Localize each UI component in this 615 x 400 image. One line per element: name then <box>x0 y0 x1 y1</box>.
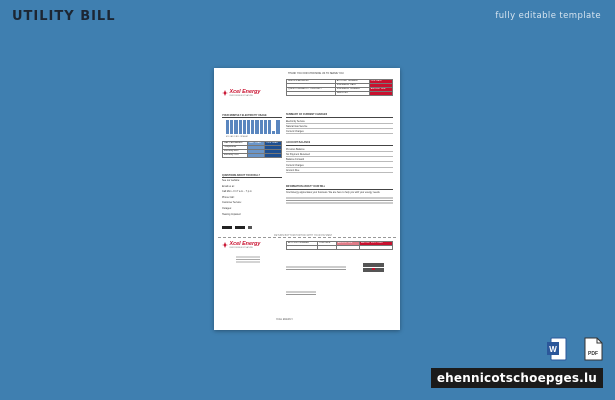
return-note: RETURN BOTTOM PORTION WITH YOUR PAYMENT <box>274 234 333 237</box>
usage-bar <box>243 120 246 134</box>
cell: SERVICE ADDRESS <box>287 80 336 84</box>
info-text: Xcel Energy appreciates your business. We are here to help you with your energy needs. <box>286 191 381 194</box>
contact-line: Outages: <box>222 206 232 210</box>
pdf-format-icon[interactable] <box>582 336 604 362</box>
site-watermark: ehennicotschoepges.lu <box>431 368 603 388</box>
contact-line: Customer Service: <box>222 201 242 205</box>
cell <box>287 92 336 96</box>
usage-bar <box>226 120 229 134</box>
page-tagline: fully editable template <box>495 11 601 21</box>
usage-bar <box>247 120 250 134</box>
cell: Electricity kWh <box>223 150 248 154</box>
cell: ACCOUNT NUMBER <box>287 242 318 246</box>
cell: ACCOUNT NUMBER <box>335 80 369 84</box>
contact-line: Hearing Impaired: <box>222 212 242 216</box>
usage-bar <box>251 120 254 134</box>
company-sub: RESPONSIBLE BY NATURE <box>229 247 253 249</box>
questions-title: QUESTIONS ABOUT YOUR BILL? <box>222 174 261 177</box>
daily-averages-table <box>222 141 282 158</box>
line-item: Current Charges <box>286 164 393 168</box>
flame-icon <box>222 242 228 248</box>
contact-line: Call Mon - Fri 7 a.m. - 7 p.m. <box>222 190 253 194</box>
cell <box>369 92 392 96</box>
usage-axis: M J J A S O N D J F M A M <box>226 136 248 138</box>
account-table <box>286 79 393 96</box>
cell <box>247 154 264 158</box>
cell <box>265 154 282 158</box>
cell <box>287 246 318 250</box>
info-lines <box>286 196 393 205</box>
line-item: Current Charges <box>286 130 393 134</box>
summary-list <box>286 120 393 136</box>
contact-line: Phone Call: <box>222 195 235 199</box>
cell: DAILY AVERAGES <box>223 142 248 146</box>
payment-stub-table <box>286 241 393 250</box>
cell: Electricity Cost <box>223 154 248 158</box>
usage-bar <box>268 120 271 134</box>
stub-note-lines <box>286 265 346 271</box>
company-name: Xcel Energy <box>229 89 261 95</box>
word-format-label: W <box>549 345 557 354</box>
line-item: Electricity Service <box>286 120 393 124</box>
usage-bar <box>239 120 242 134</box>
company-sub: RESPONSIBLE BY NATURE <box>229 95 253 97</box>
calendar-day <box>381 270 384 272</box>
remit-address-lines <box>286 290 316 296</box>
usage-bar <box>255 120 258 134</box>
misc-badge-icon <box>248 226 252 229</box>
cell <box>336 246 359 250</box>
line-item: Previous Balance <box>286 148 393 152</box>
cell: STATEMENT NUMBER <box>335 88 369 92</box>
usage-bar <box>234 120 237 134</box>
company-name: Xcel Energy <box>229 241 261 247</box>
tear-line <box>218 237 396 238</box>
cell: LAST YEAR <box>247 142 264 146</box>
company-logo-stub <box>222 241 260 249</box>
cell: THIS YEAR <box>265 142 282 146</box>
contact-list <box>222 179 252 218</box>
line-item: No Payment Received <box>286 153 393 157</box>
flame-icon <box>222 90 228 96</box>
cell <box>318 246 336 250</box>
page-title: UTILITY BILL <box>12 9 116 24</box>
line-item: Balance Forward <box>286 158 393 162</box>
cell: AMOUNT DUE <box>369 88 392 92</box>
calendar-icon <box>363 263 384 272</box>
cell: Temperature <box>223 146 248 150</box>
usage-bar <box>264 120 267 134</box>
cell: SERVICES <box>335 92 369 96</box>
line-item: Amount Due <box>286 169 393 173</box>
contact-line: See our website: <box>222 179 240 182</box>
usage-bar <box>272 131 275 135</box>
contact-line: Email us at: <box>222 184 235 188</box>
bill-document-preview[interactable] <box>214 68 400 330</box>
stub-address-lines <box>236 255 260 263</box>
footer-text: XCEL ENERGY <box>276 318 293 321</box>
cell: STATEMENT DATE <box>335 84 369 88</box>
pdf-format-label: PDF <box>588 351 598 357</box>
info-title: INFORMATION ABOUT YOUR BILL <box>286 185 326 188</box>
cell: AMOUNT DUE <box>336 242 359 246</box>
top-note: THANK YOU FOR CHOOSING US TO SERVE YOU <box>288 72 344 75</box>
usage-bar <box>276 120 279 134</box>
app-badges <box>222 226 252 229</box>
cell: QUESTIONS ABOUT YOUR BILL? <box>287 88 336 92</box>
usage-bar <box>230 120 233 134</box>
summary-title: SUMMARY OF CURRENT CHARGES <box>286 113 328 116</box>
balance-list <box>286 148 393 174</box>
app-store-badge-icon <box>222 226 232 229</box>
company-logo <box>222 89 260 97</box>
balance-title: ACCOUNT BALANCE <box>286 141 311 144</box>
cell: AMOUNT ENCLOSED <box>359 242 392 246</box>
cell: DUE DATE <box>318 242 336 246</box>
usage-title: YOUR MONTHLY ELECTRICITY USAGE <box>222 114 267 117</box>
google-play-badge-icon <box>235 226 245 229</box>
line-item: Natural Gas Service <box>286 125 393 129</box>
word-format-icon[interactable] <box>546 336 568 362</box>
amount-enclosed-field[interactable] <box>359 246 392 250</box>
usage-bar <box>260 120 263 134</box>
cell: DUE DATE <box>369 80 392 84</box>
